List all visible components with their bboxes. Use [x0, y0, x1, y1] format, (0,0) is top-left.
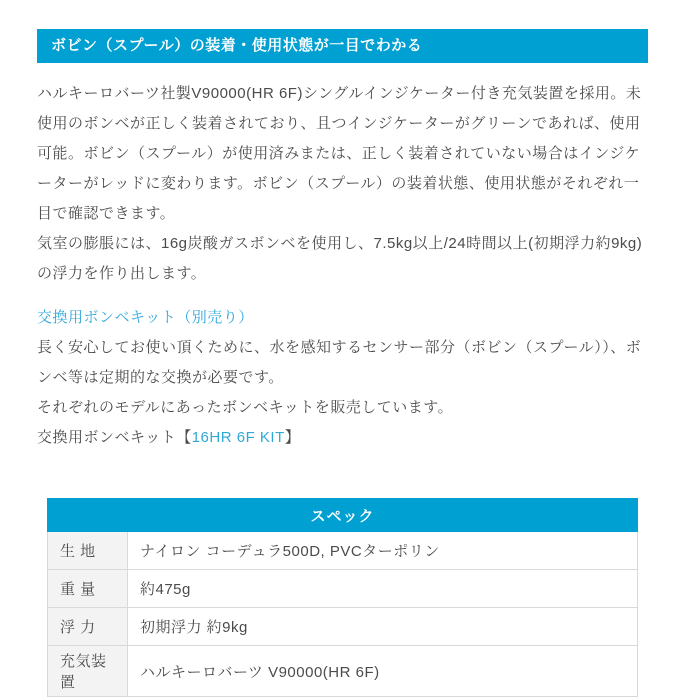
spec-row-buoyancy [48, 608, 638, 646]
spec-row-inflator [48, 646, 638, 697]
spec-table [47, 498, 638, 697]
spec-table-title: スペック [48, 499, 638, 532]
feature-heading-bar: ボビン（スプール）の装着・使用状態が一目でわかる [37, 29, 648, 63]
spec-label: 生 地 [48, 532, 128, 570]
kit-line-prefix: 交換用ボンベキット【 [37, 429, 192, 446]
spec-value: 初期浮力 約9kg [128, 608, 638, 646]
spec-row-weight [48, 570, 638, 608]
replacement-paragraph-2: それぞれのモデルにあったボンベキットを販売しています。 [37, 399, 454, 416]
spec-label: 重 量 [48, 570, 128, 608]
replacement-kit-subheading: 交換用ボンベキット（別売り） [37, 309, 254, 326]
spec-value: ハルキーロバーツ V90000(HR 6F) [128, 646, 638, 697]
kit-product-link[interactable]: 16HR 6F KIT [191, 429, 285, 446]
feature-body [37, 79, 648, 453]
spec-label: 充気装置 [48, 646, 128, 697]
feature-paragraph-2: 気室の膨脹には、16g炭酸ガスボンベを使用し、7.5kg以上/24時間以上(初期浮力約9kg)の浮力を作り出します。 [37, 235, 643, 282]
replacement-kit-line [37, 423, 648, 453]
spec-table-section [47, 498, 648, 697]
spec-label: 浮 力 [48, 608, 128, 646]
replacement-paragraph-1: 長く安心してお使い頂くために、水を感知するセンサー部分（ボビン（スプール））、ボンベ等は定期的な交換が必要です。 [37, 339, 642, 386]
spec-value: ナイロン コーデュラ500D, PVCターポリン [128, 532, 638, 570]
spec-row-fabric [48, 532, 638, 570]
feature-paragraph-1: ハルキーロバーツ社製V90000(HR 6F)シングルインジケーター付き充気装置を採用。未使用のボンベが正しく装着されており、且つインジケーターがグリーンであれば、使用可能。ボビン（スプール）が使用済みまたは、正しく装着されていない場合はインジケーターがレッドに変わります。ボビン（スプール）の装着状態、使用状態がそれぞれ一目で確認できます。 [37, 85, 642, 222]
spec-value: 約475g [128, 570, 638, 608]
kit-line-suffix: 】 [284, 429, 301, 446]
